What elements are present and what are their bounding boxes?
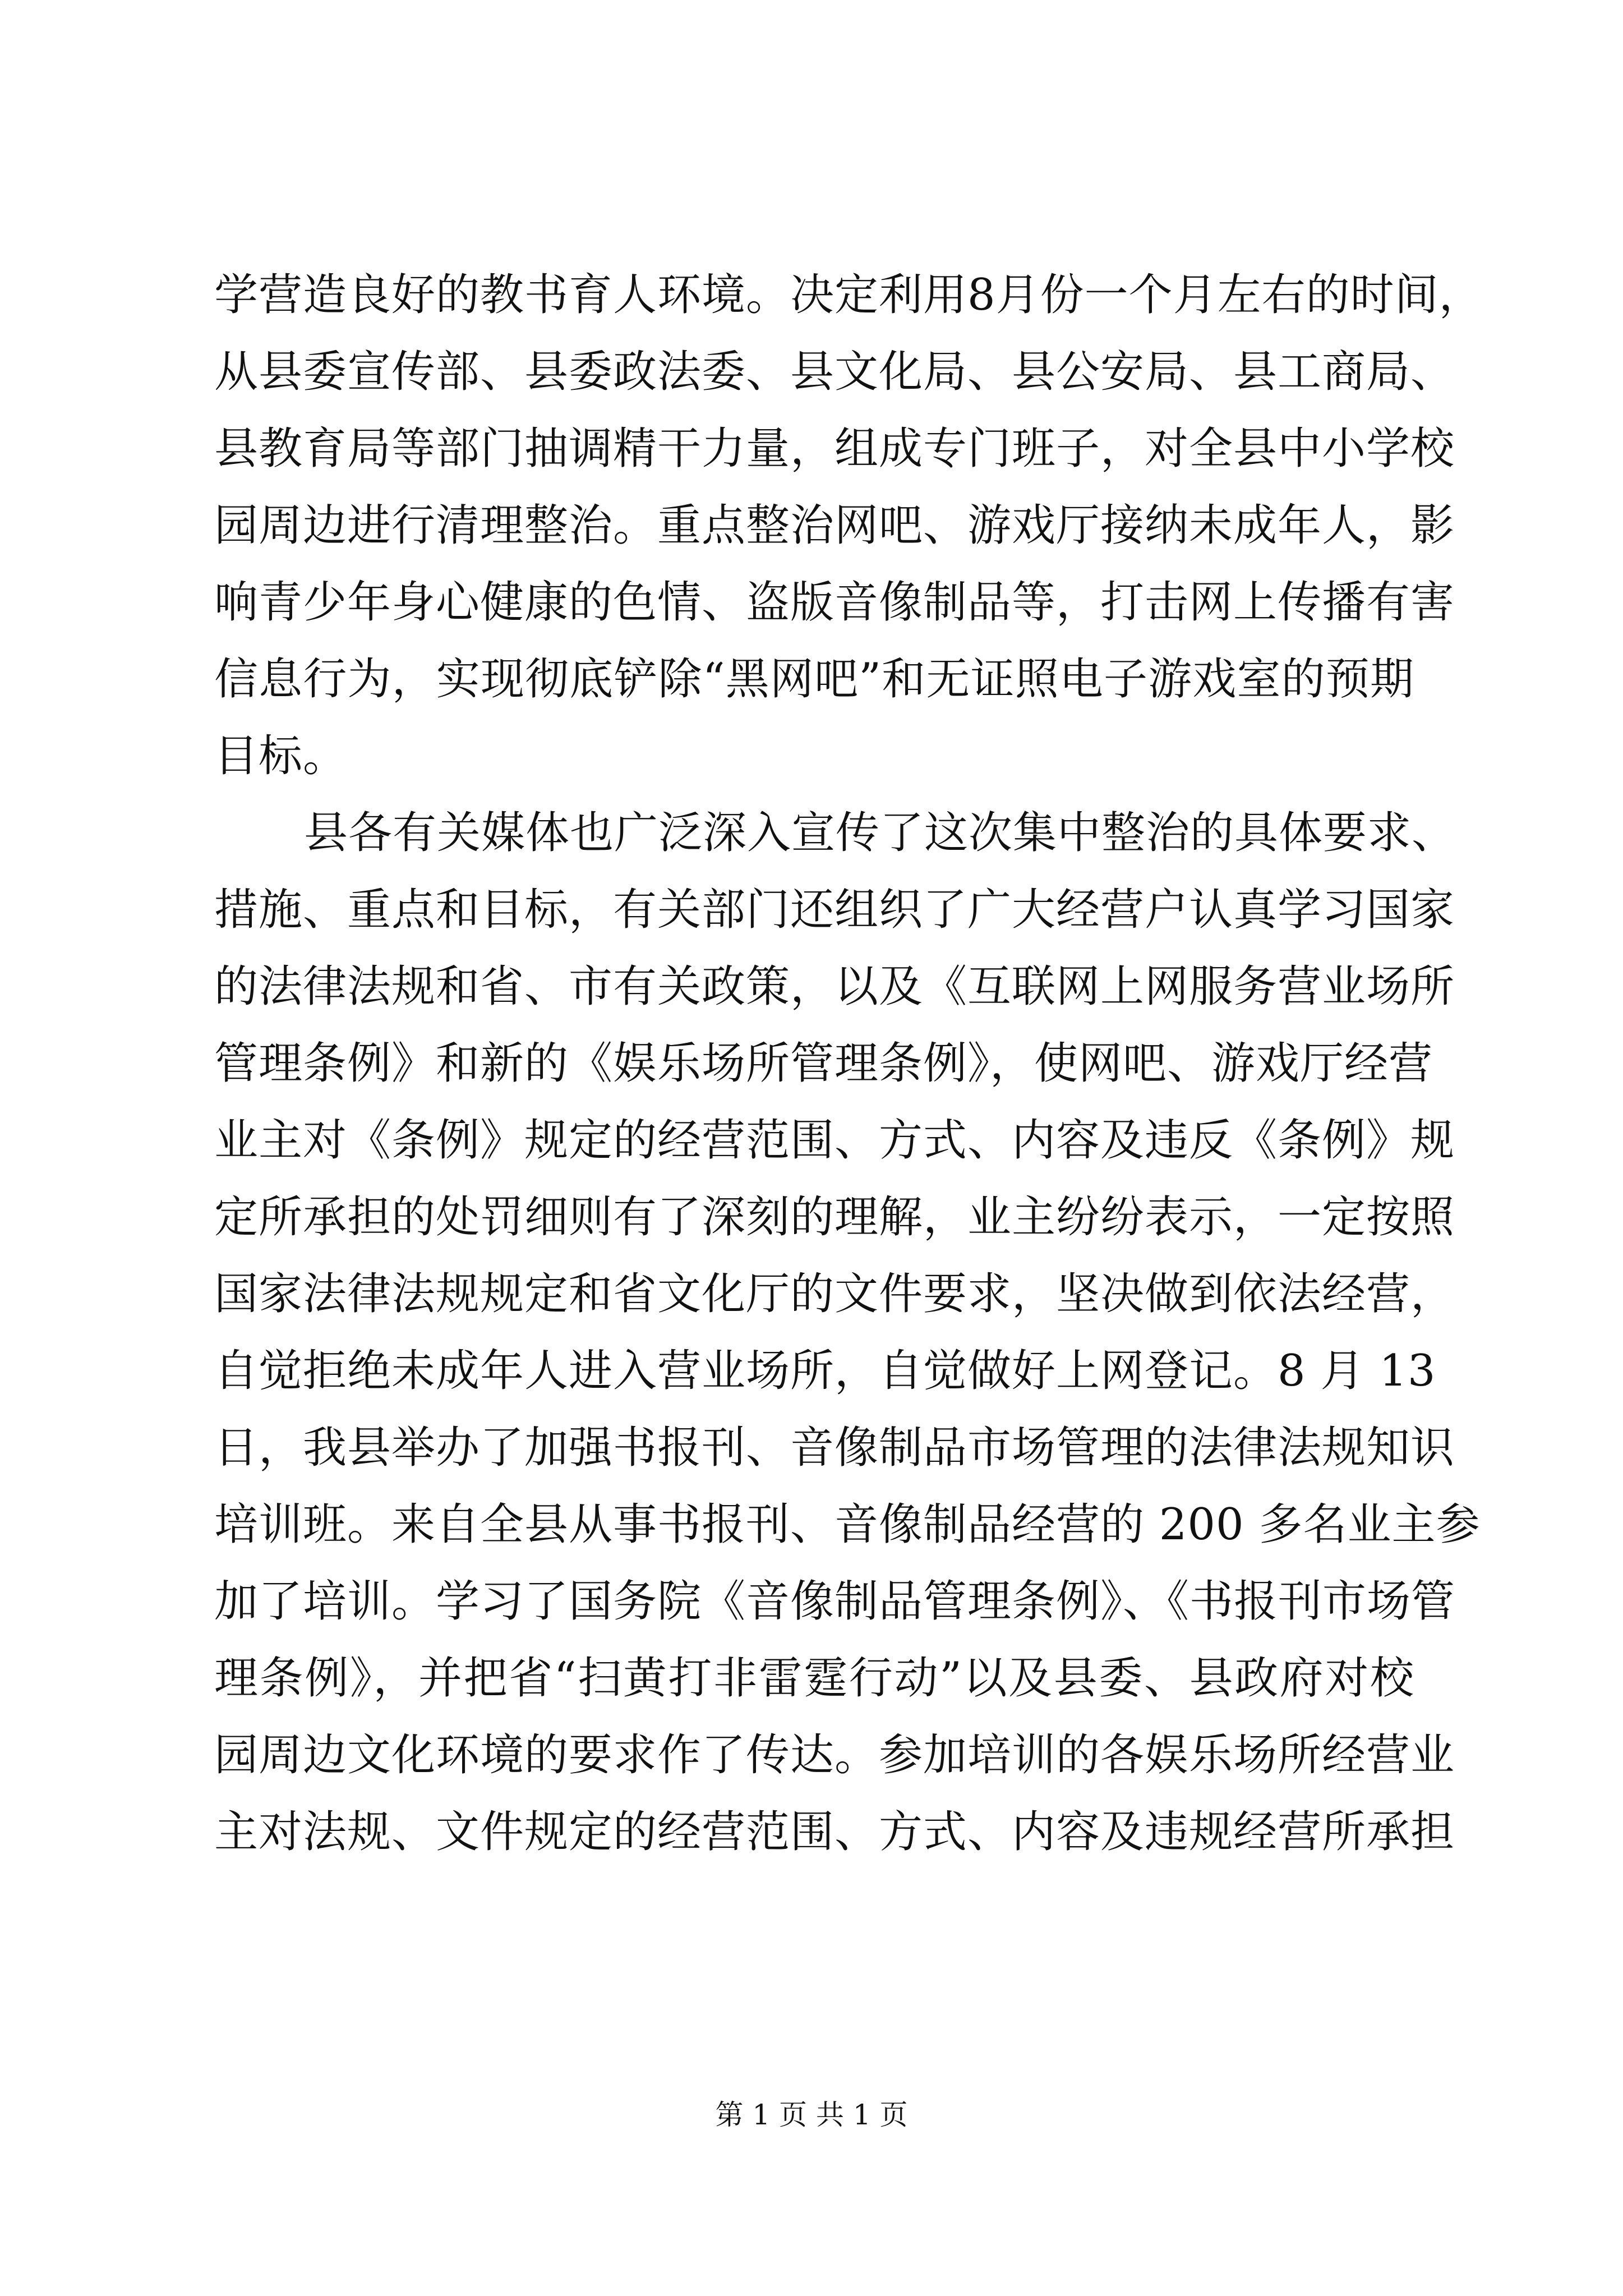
text-line: 学营造良好的教书育人环境。决定利用8月份一个月左右的时间，: [214, 270, 1483, 320]
text-line: 理条例》，并把省“扫黄打非雷霆行动”以及县委、县政府对校: [214, 1653, 1414, 1704]
text-line: 业主对《条例》规定的经营范围、方式、内容及违反《条例》规: [214, 1115, 1455, 1166]
text-line: 信息行为，实现彻底铲除“黑网吧”和无证照电子游戏室的预期: [214, 654, 1414, 705]
body-text: [214, 257, 1483, 1871]
paragraph-first-line: 县各有关媒体也广泛深入宣传了这次集中整治的具体要求、: [304, 808, 1456, 858]
text-line: 日，我县举办了加强书报刊、音像制品市场管理的法律法规知识: [214, 1423, 1455, 1473]
text-line: 加了培训。学习了国务院《音像制品管理条例》、《书报刊市场管: [214, 1576, 1456, 1627]
text-line: 县教育局等部门抽调精干力量，组成专门班子，对全县中小学校: [214, 424, 1455, 474]
page-footer: 第 1 页 共 1 页: [715, 2099, 908, 2131]
text-line: 从县委宣传部、县委政法委、县文化局、县公安局、县工商局、: [214, 347, 1455, 397]
text-line: 主对法规、文件规定的经营范围、方式、内容及违规经营所承担: [214, 1807, 1455, 1857]
text-line: 培训班。来自全县从事书报刊、音像制品经营的 200 多名业主参: [214, 1499, 1481, 1550]
text-line: 定所承担的处罚细则有了深刻的理解，业主纷纷表示，一定按照: [214, 1192, 1455, 1243]
text-line: 国家法律法规规定和省文化厅的文件要求，坚决做到依法经营，: [214, 1269, 1455, 1319]
text-line: 自觉拒绝未成年人进入营业场所，自觉做好上网登记。8 月 13: [214, 1346, 1436, 1396]
text-line: 措施、重点和目标，有关部门还组织了广大经营户认真学习国家: [214, 885, 1455, 935]
text-line: 园周边文化环境的要求作了传达。参加培训的各娱乐场所经营业: [214, 1730, 1455, 1780]
text-line: 的法律法规和省、市有关政策，以及《互联网上网服务营业场所: [214, 961, 1455, 1012]
text-line: 响青少年身心健康的色情、盗版音像制品等，打击网上传播有害: [214, 577, 1455, 628]
text-line: 园周边进行清理整治。重点整治网吧、游戏厅接纳未成年人，影: [214, 500, 1455, 551]
text-line: 目标。: [214, 731, 348, 781]
text-line: 管理条例》和新的《娱乐场所管理条例》，使网吧、游戏厅经营: [214, 1038, 1433, 1089]
